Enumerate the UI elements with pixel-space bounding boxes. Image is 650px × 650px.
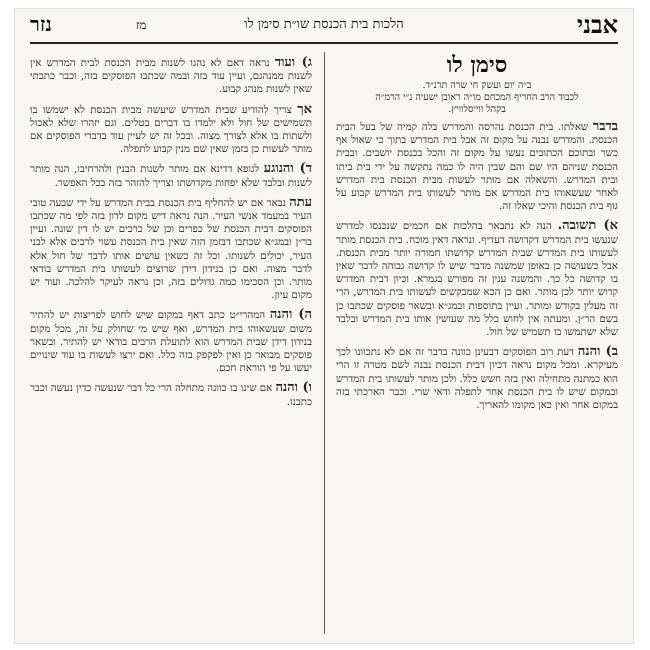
paragraph-lead: ג) ועוד <box>274 55 312 70</box>
page-number: מז <box>136 18 147 32</box>
paragraph <box>30 56 312 97</box>
right-column <box>336 52 618 634</box>
paragraph <box>30 308 312 375</box>
paragraph-lead: ב) והנה <box>577 344 618 360</box>
paragraph <box>30 196 312 303</box>
paragraph-lead: עתה <box>289 194 312 210</box>
paragraph-lead: א) תשובה. <box>557 218 618 234</box>
paragraph-lead: ה) והנה <box>269 307 312 323</box>
running-head-center: הלכות בית הכנסת שו״ת סימן לו <box>244 17 404 32</box>
book-page <box>14 8 634 644</box>
date-line: ב״ה יום ועשק חי שרה תרנ״ד. <box>422 80 532 91</box>
paragraph-text: דעת רוב הפוסקים דבעינן כוונה בדבר זה אם לא נתכוונו לכך מעיקרא. ומכל מקום נראה דכיון דבית הכנסת נבנה לשם מטרה זו הרי הוא כמתנה מתחילה ואין בזה חשש כלל. ולכן מותר לעשותו בית המדרש ובמקום שיש לו בית הכנסת אחר לתפלה ודאי שרי. וכבר הארכתי בזה במקום אחר ואין כאן מקומו להאריך. <box>336 347 618 412</box>
paragraph <box>30 162 312 189</box>
paragraph <box>30 103 312 157</box>
paragraph-text: המהרי״ט כתב דאף במקום שיש לחוש לפריצות יש להתיר משום שעשאוהו בית המדרש, ואף שיש מי שחולק על זה, מכל מקום בנידון דידן שבית המדרש הוא לתועלת הרבים בודאי יש להתיר. ובשאר פוסקים מבואר כן ואין לפקפק בזה כלל. ואם ירצו לעשות בו עוד שינויים יעשו על פי הוראת חכם. <box>30 310 312 375</box>
paragraph <box>336 120 618 213</box>
left-column <box>30 52 312 634</box>
paragraph <box>336 219 618 339</box>
addressee-line: בקהל ווייסלוויץ. <box>448 104 506 115</box>
paragraph-text: שאלתו. בית הכנסת נהרסה והמדרש בלה קמיה של בעל הבית הכנסת. והמדרש נבנה על מקום זה אבל בית המדרש בתוך כי שאול אף כשר ובתוכם הכתובים נעשו על מקום זה והכל בכנסת יושבים. ובבית הכנסת שניהם היו שם והם שבין היה לו כמה נתקשה על ידי בית ביתו ובית המדרש. והשאלה אם מותר לעשות מבית הכנסת בית המדרש לאחר שעשאוהו בית המדרש אם מותר לעשותו בית המדרש קבוע על גוף בית הכנסת והיכי שאלו זה. <box>336 122 618 213</box>
header-rule <box>30 42 618 44</box>
paragraph-text: צריך להודיע שבית המדרש שיעשה מבית הכנסת לא ישמשו בו תשמישים של חול ולא ילמדו בו דברים בטלים. וגם יזהרו שלא לאכול ולשתות בו אלא לצורך מצוה. ובכל זה יש לעיין עוד בדברי הפוסקים אם מותר לעשות כן בזמן שאין שם מנין קבוע לתפלה. <box>30 104 312 156</box>
running-head-right: אבני <box>576 10 618 39</box>
paragraph-lead: אך <box>297 101 312 117</box>
page-header <box>14 8 634 42</box>
paragraph-text: הנה לא נתבאר בהלכות אם חכמים שנכנסו למדרש שנעשו בית המדרש דקדושה דעדיף. ונראה דאין מוכח. בית הכנסת מותר לעשותו בית המדרש שבית המדרש קדושתו חמורה יותר מבית הכנסת. אבל כשעושה כן באופן שמשנה מדבר שיש לו קדושה גבוהה לדבר שאין בו קדושה כל כך. והמשנה ענין זה מפורש בגמרא. וכיון דבית המדרש קדוש יותר לכן מותר. ואם כן הכא שמבקשים לעשותו בית המדרש, הרי זה מעלין בקודש ומותר. ועיין בתוספות ובמג״א ובשאר פוסקים שכתבו כן בשם הר״ן. ומעתה אין לחוש כלל מה שעושין אותו בית המדרש ובלבד שלא ישתמשו בו תשמיש של חול. <box>336 221 618 339</box>
paragraph-lead: ד) והנוגע <box>263 161 312 177</box>
column-divider <box>324 52 325 634</box>
addressee-line: לכבוד הרב החריף המכחם מו״ה ראובן ישעיה נ״י הרמ״ה <box>375 92 579 103</box>
running-head-left: נזר <box>30 12 52 36</box>
paragraph-lead: בדבר <box>592 119 618 134</box>
paragraph-text: נראה דאם לא נהגו לשנות מבית הכנסת לבית המדרש אין לשנות ממנהגם, ועיין עוד בזה ובמה שכתבו הפוסקים בזה, וכבר כתבתי שאין לשנות מנהג קבוע. <box>30 58 312 96</box>
siman-title: סימן לו <box>446 52 508 78</box>
paragraph <box>30 381 312 408</box>
paragraph <box>336 345 618 412</box>
paragraph-text: לגופא דדינא אם מותר לשנות הבנין ולהרחיבו, הנה מותר לשנות ובלבד שלא יפחות מקדושתו וצריך להזהר בזה בכל האפשר. <box>30 164 312 189</box>
paragraph-text: נבאר אם יש להחליף בית הכנסת בבית המדרש על ידי שבעה טובי העיר במעמד אנשי העיר. הנה נראה דיש מקום לדון בזה לפי מה שכתבו הפוסקים דבית הכנסת של כפרים וכן של כרכים יש לו דין שונה. ועיין בר״ן ובמג״א שכתבו דבזמן הזה שאין בית הכנסת עשוי לרבים אלא לבני העיר, יכולים לשנותו. וכל זה כשאין עושים אותו לדבר של חול אלא לדבר מצוה. ואם כן בנידון דידן שרוצים לעשותו בית המדרש בודאי מותר. וכן הסכימו כמה גדולים בזה, וכן נראה לעיקר להלכה. ועוד יש מקום עיון. <box>30 197 312 302</box>
paragraph-lead: ו) והנה <box>275 380 312 396</box>
paragraph-text: אם שינו בו כוונה מתחלה הרי כל דבר שנעשה כדין נעשה וכבר כתבנו. <box>30 383 312 408</box>
